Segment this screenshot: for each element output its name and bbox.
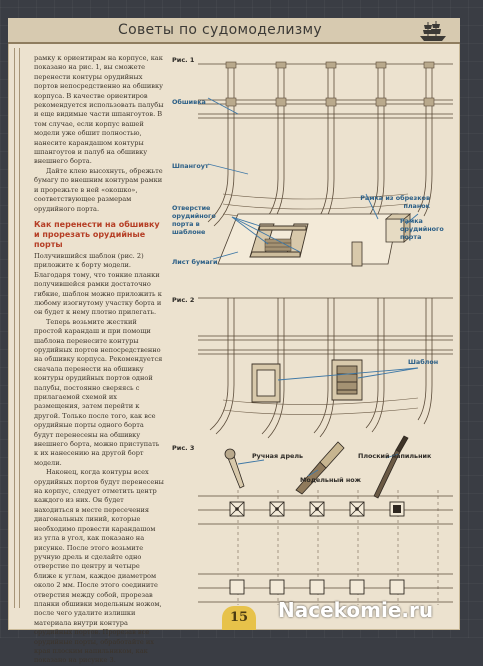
side-rule [19, 48, 20, 608]
side-rule [14, 48, 15, 608]
callout-napilnik: Плоский напильник [358, 452, 432, 460]
figure-3-drawing [168, 440, 458, 606]
section-heading: Как перенести на обшивку и прорезать орудийные порты [34, 219, 160, 249]
paragraph: Теперь возьмите жесткий простой карандаш и при помощи шаблона перенесите контуры орудийных портов непосредственно на обшивку корпуса. Рекомендуется сначала перенести на обшивку контуры орудийных портов одной палубы, постоянно сверяясь с прилагаемой схемой их размещения, затем перейти к другой. Только после того, как все орудийные порты одного борта будут перенесены на обшивку внешнего борта, можно приступать к их нанесению на другой борт модели. [34, 317, 163, 467]
callout-nozh: Модельный нож [300, 476, 362, 484]
callout-shablon: Шаблон [408, 358, 439, 366]
paragraph: рамку к ориентирам на корпусе, как показано на рис. 1, вы сможете перенести контуры орудийных портов непосредственно на обшивку корпуса. В качестве ориентиров рекомендуется использовать палубы и еще видимые части шпангоутов. В том случае, если корпус вашей модели уже обшит полностью, нанесите карандашом контуры шпангоутов и палуб на обшивку внешнего борта. [34, 54, 164, 166]
callout-ramka-porta: Рамка орудийного порта [400, 217, 444, 241]
figure-label: Рис. 2 [172, 296, 195, 304]
paragraph: Дайте клею высохнуть, обрежьте бумагу по внешним контурам рамки и прорежьте в ней «окошко», соответствующее размерам орудийного порта. [34, 166, 163, 213]
figure-label: Рис. 3 [172, 444, 195, 452]
callout-shpangout: Шпангоут [172, 162, 209, 170]
text-column [34, 54, 164, 666]
callout-list: Лист бумаги [172, 258, 218, 266]
paragraph: Получившийся шаблон (рис. 2) приложите к борту модели. Благодаря тому, что тонкие планки получившейся рамки достаточно гибкие, шаблон можно приложить к любому изогнутому участку борта и он будет к нему плотно прилегать. [34, 251, 162, 317]
callout-otverstie: Отверстие орудийного порта в шаблоне [172, 204, 216, 236]
page-number: 15 [222, 606, 256, 630]
callout-obshivka: Обшивка [172, 98, 206, 106]
page-title: Советы по судомоделизму [118, 22, 322, 38]
figure-1-drawing [168, 54, 458, 279]
ship-icon [418, 19, 448, 43]
watermark: Nacekomie.ru [278, 598, 434, 622]
figures-column [168, 54, 458, 606]
callout-drel: Ручная дрель [252, 452, 304, 460]
paragraph: Наконец, когда контуры всех орудийных портов будут перенесены на корпус, следует отметить центр каждого из них. Он будет находиться в месте пересечения диагональных линий, которые необходимо провести карандашом из угла в угол, как показано на рисунке. После этого возьмите ручную дрель и сделайте одно отверстие по центру и четыре ближе к углам, каждое диаметром около 2 мм. После этого соедините отверстия между собой, прорезав планки обшивки модельным ножом, после чего удалите излишки материала внутри контура орудийных портов. Прорезав все орудийные порты, обработайте их края плоским напильником, как показано на рисунке 3. [34, 468, 164, 665]
figure-label: Рис. 1 [172, 56, 195, 64]
callout-ramka-planki: Рамка из обрезков планок [360, 194, 430, 210]
header-bar [8, 18, 460, 44]
